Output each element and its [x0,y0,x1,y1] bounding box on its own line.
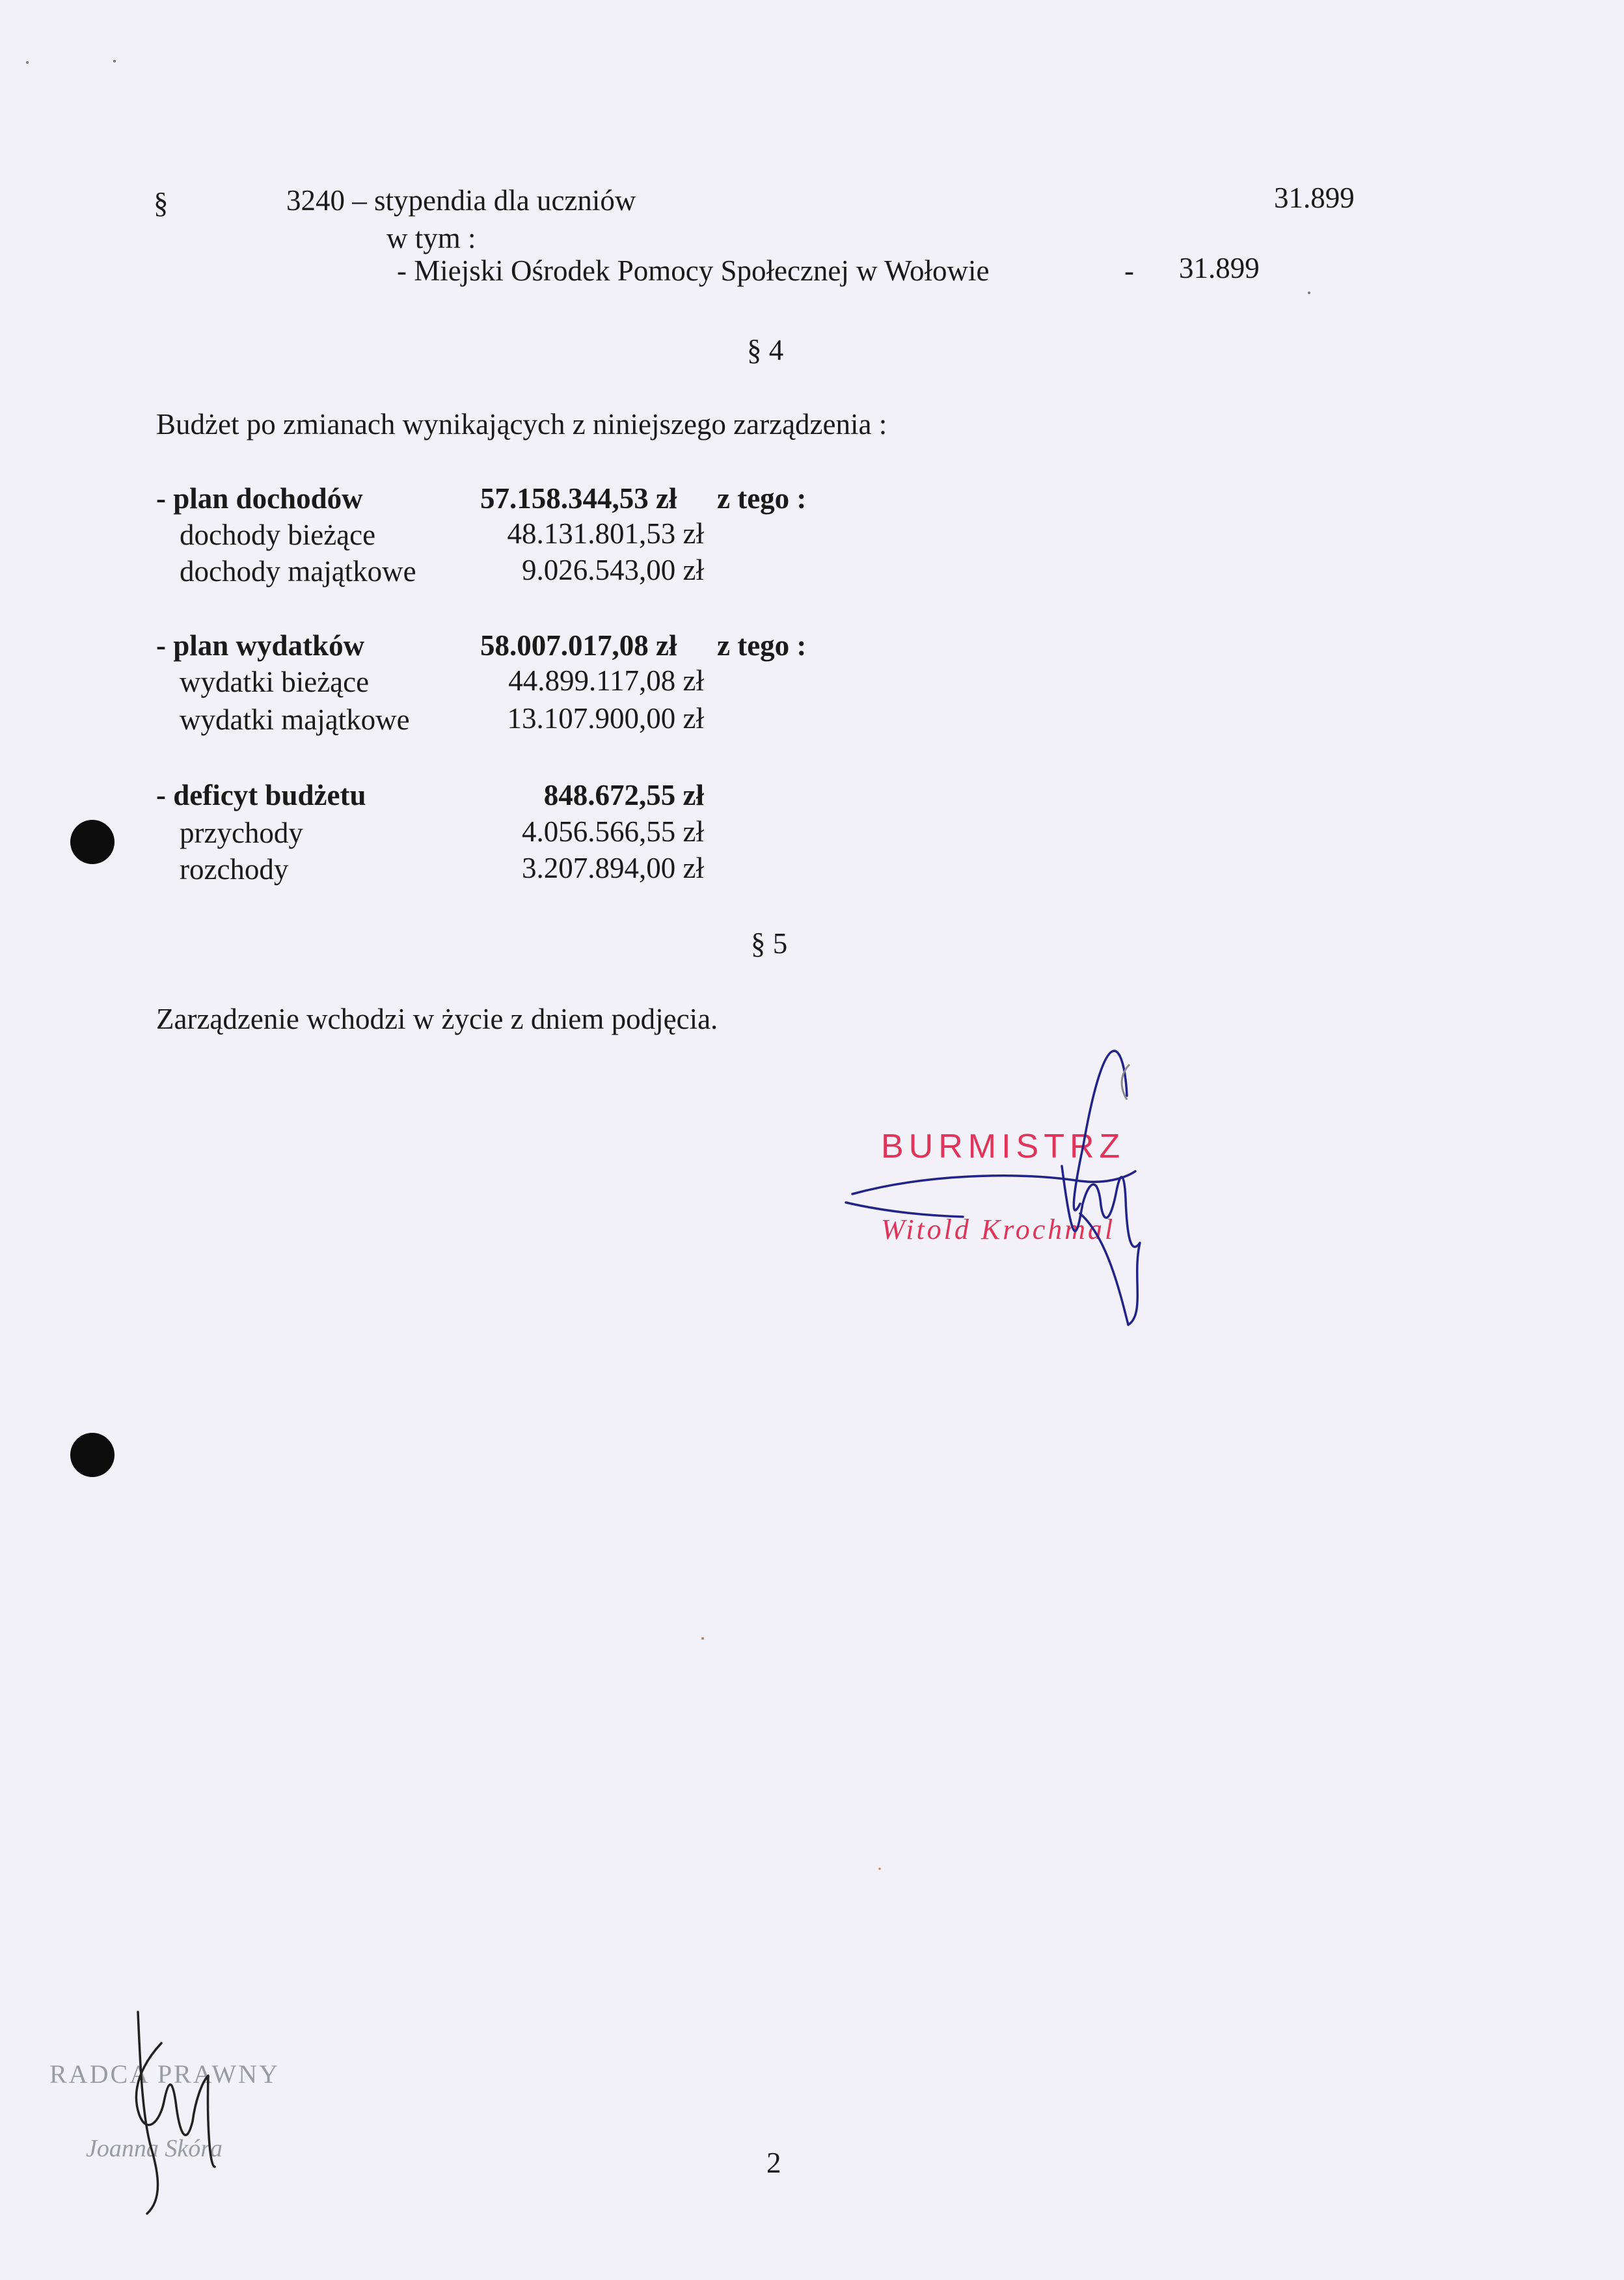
budget-item-3240-amount: 31.899 [1274,182,1355,214]
income-row-label: dochody majątkowe [180,555,416,588]
income-plan-total: 57.158.344,53 zł [480,482,677,515]
budget-item-mops-amount: 31.899 [1179,252,1260,284]
expense-row-value: 44.899.117,08 zł [508,664,704,697]
budget-item-w-tym: w tym : [386,222,476,254]
scan-speck [878,1867,881,1870]
section-5-heading: § 5 [751,927,788,960]
legal-signature [0,0,7,7]
deficit-total: 848.672,55 zł [543,779,704,811]
deficit-label: - deficyt budżetu [156,779,366,811]
mayor-stamp-title: BURMISTRZ [881,1128,1126,1165]
expense-row-value: 13.107.900,00 zł [507,702,704,735]
budget-item-mops-dash: - [1124,254,1134,287]
section-5-text: Zarządzenie wchodzi w życie z dniem podjęcia. [156,1003,718,1035]
page-number: 2 [766,2147,781,2179]
mayor-stamp-name: Witold Krochmal [881,1214,1116,1245]
budget-item-3240: 3240 – stypendia dla uczniów [286,184,636,217]
section-4-heading: § 4 [747,334,784,366]
scan-speck [1308,292,1310,294]
scan-speck [26,61,29,64]
punch-hole-bottom [70,1433,115,1477]
income-row-label: dochody bieżące [180,519,376,551]
scan-speck [701,1637,704,1640]
income-row-value: 9.026.543,00 zł [522,554,704,586]
expense-plan-label: - plan wydatków [156,629,365,662]
deficit-row-label: przychody [180,817,303,849]
scan-speck [113,60,116,62]
deficit-row-label: rozchody [180,853,289,886]
expense-plan-total: 58.007.017,08 zł [480,629,677,662]
expense-plan-suffix: z tego : [717,629,807,662]
section-symbol: § [154,187,169,219]
income-row-value: 48.131.801,53 zł [507,517,704,550]
legal-stamp-name: Joanna Skóra [86,2135,223,2162]
deficit-row-value: 4.056.566,55 zł [522,815,704,848]
income-plan-suffix: z tego : [717,482,807,515]
income-plan-label: - plan dochodów [156,482,363,515]
deficit-row-value: 3.207.894,00 zł [522,852,704,884]
punch-hole-top [70,820,115,864]
budget-item-mops: - Miejski Ośrodek Pomocy Społecznej w Wołowie [397,254,990,287]
expense-row-label: wydatki bieżące [180,666,370,698]
expense-row-label: wydatki majątkowe [180,703,410,736]
legal-stamp-title: RADCA PRAWNY [49,2059,280,2089]
section-4-intro: Budżet po zmianach wynikających z niniejszego zarządzenia : [156,408,887,441]
